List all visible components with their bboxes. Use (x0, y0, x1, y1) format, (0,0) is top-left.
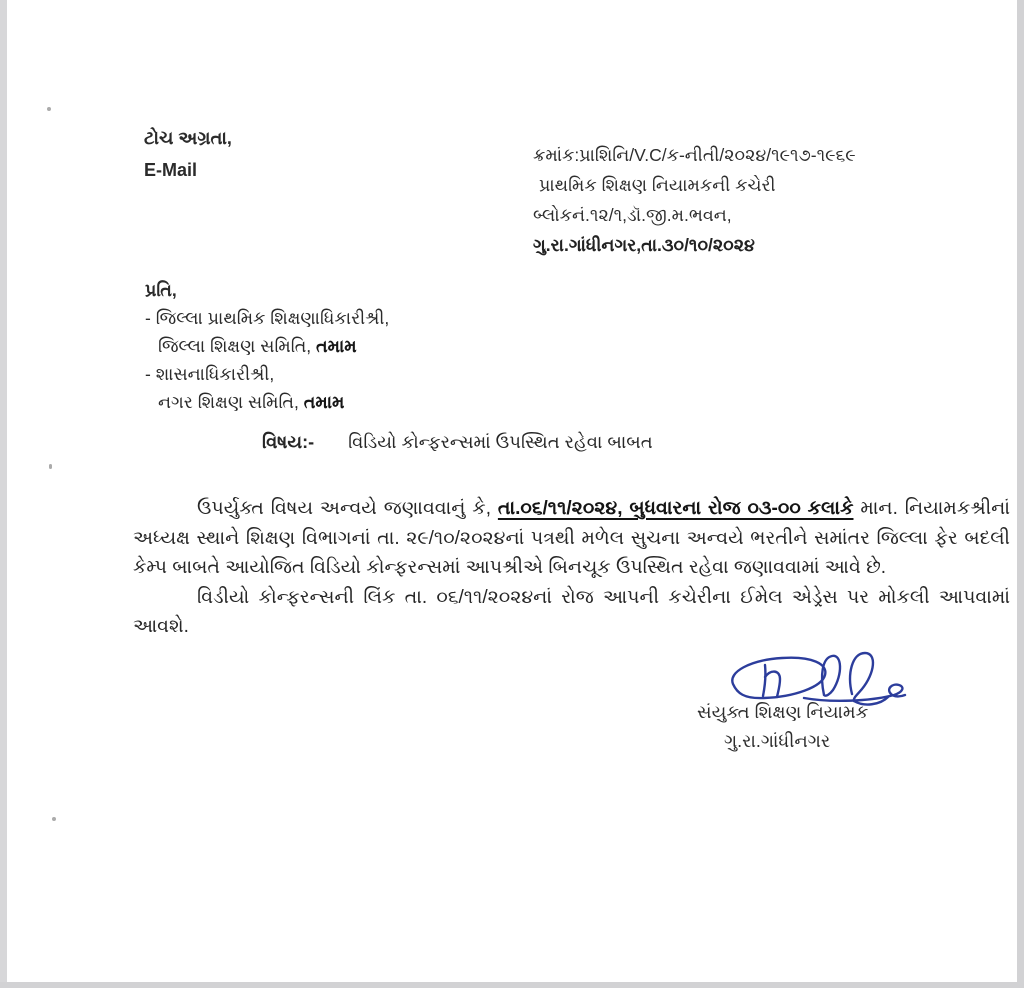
handwritten-signature (712, 646, 908, 710)
recipient-line (145, 388, 389, 416)
office-name: પ્રાથમિક શિક્ષણ નિયામકની કચેરી (539, 175, 776, 195)
priority-label: ટોચ અગ્રતા, (144, 128, 232, 148)
body-paragraph-1 (133, 494, 1010, 583)
reference-number: ક્રમાંક:પ્રાશિનિ/V.C/ક-નીતી/૨૦૨૪/૧૯૧૭-૧૯૬૯ (533, 145, 856, 165)
scan-edge-bottom (0, 982, 1024, 988)
body-text: ઉપર્યુક્ત વિષય અન્વયે જણાવવાનું કે, (197, 498, 498, 519)
body-text: માન. નિયામકશ્રીનાં અધ્યક્ષ સ્થાને શિક્ષણ વિભાગનાં તા. ૨૯/૧૦/૨૦૨૪નાં પત્રથી મળેલ સુચના અન્વયે ભરતીને સમાંતર જિલ્લા ફેર બદલી કેમ્પ બાબતે આયોજિત વિડિયો કોન્ફરન્સમાં આપશ્રીએ બિનચૂક ઉપસ્થિત રહેવા જણાવવામાં આવે છે. (133, 498, 1010, 578)
recipient-text: નગર શિક્ષણ સમિતિ, (158, 392, 304, 412)
scan-speck (49, 464, 52, 469)
recipient-line (145, 304, 389, 332)
body-paragraph-2 (133, 583, 1010, 642)
recipient-text: જિલ્લા શિક્ષણ સમિતિ, (158, 336, 317, 356)
recipients-label: પ્રતિ, (145, 280, 177, 300)
recipient-text: - જિલ્લા પ્રાથમિક શિક્ષણાધિકારીશ્રી, (145, 308, 390, 328)
place-and-date: ગુ.રા.ગાંધીનગર,તા.૩૦/૧૦/૨૦૨૪ (533, 235, 755, 255)
body-text: વિડીયો કોન્ફરન્સની લિંક તા. ૦૬/૧૧/૨૦૨૪નાં રોજ આપની કચેરીના ઈમેલ એડ્રેસ પર મોકલી આપવામાં આવશે. (133, 586, 1010, 637)
recipients-block (145, 276, 389, 416)
scan-edge-right (1017, 0, 1024, 988)
subject-line (262, 432, 653, 453)
recipient-text-bold: તમામ (303, 392, 345, 412)
office-address: બ્લોકનં.૧૨/૧,ડૉ.જી.મ.ભવન, (533, 205, 732, 225)
subject-label: વિષય:- (262, 432, 315, 452)
signatory-place: ગુ.રા.ગાંધીનગર (724, 731, 831, 751)
signatory-title: સંયુક્ત શિક્ષણ નિયામક (697, 702, 869, 722)
letterhead-right-block (533, 140, 856, 260)
email-label: E-Mail (144, 160, 198, 180)
scan-speck (47, 107, 51, 111)
meeting-datetime-emphasis: તા.૦૬/૧૧/૨૦૨૪, બુધવારના રોજ ૦૩-૦૦ કલાકે (497, 498, 854, 519)
recipient-text: - શાસનાધિકારીશ્રી, (145, 364, 275, 384)
scan-edge-left (0, 0, 7, 988)
recipient-text-bold: તમામ (316, 336, 357, 356)
scan-speck (52, 817, 56, 821)
recipient-line (145, 332, 389, 360)
subject-text: વિડિયો કોન્ફરન્સમાં ઉપસ્થિત રહેવા બાબત (348, 432, 653, 452)
letter-body (133, 494, 1010, 642)
recipient-line (145, 360, 389, 388)
